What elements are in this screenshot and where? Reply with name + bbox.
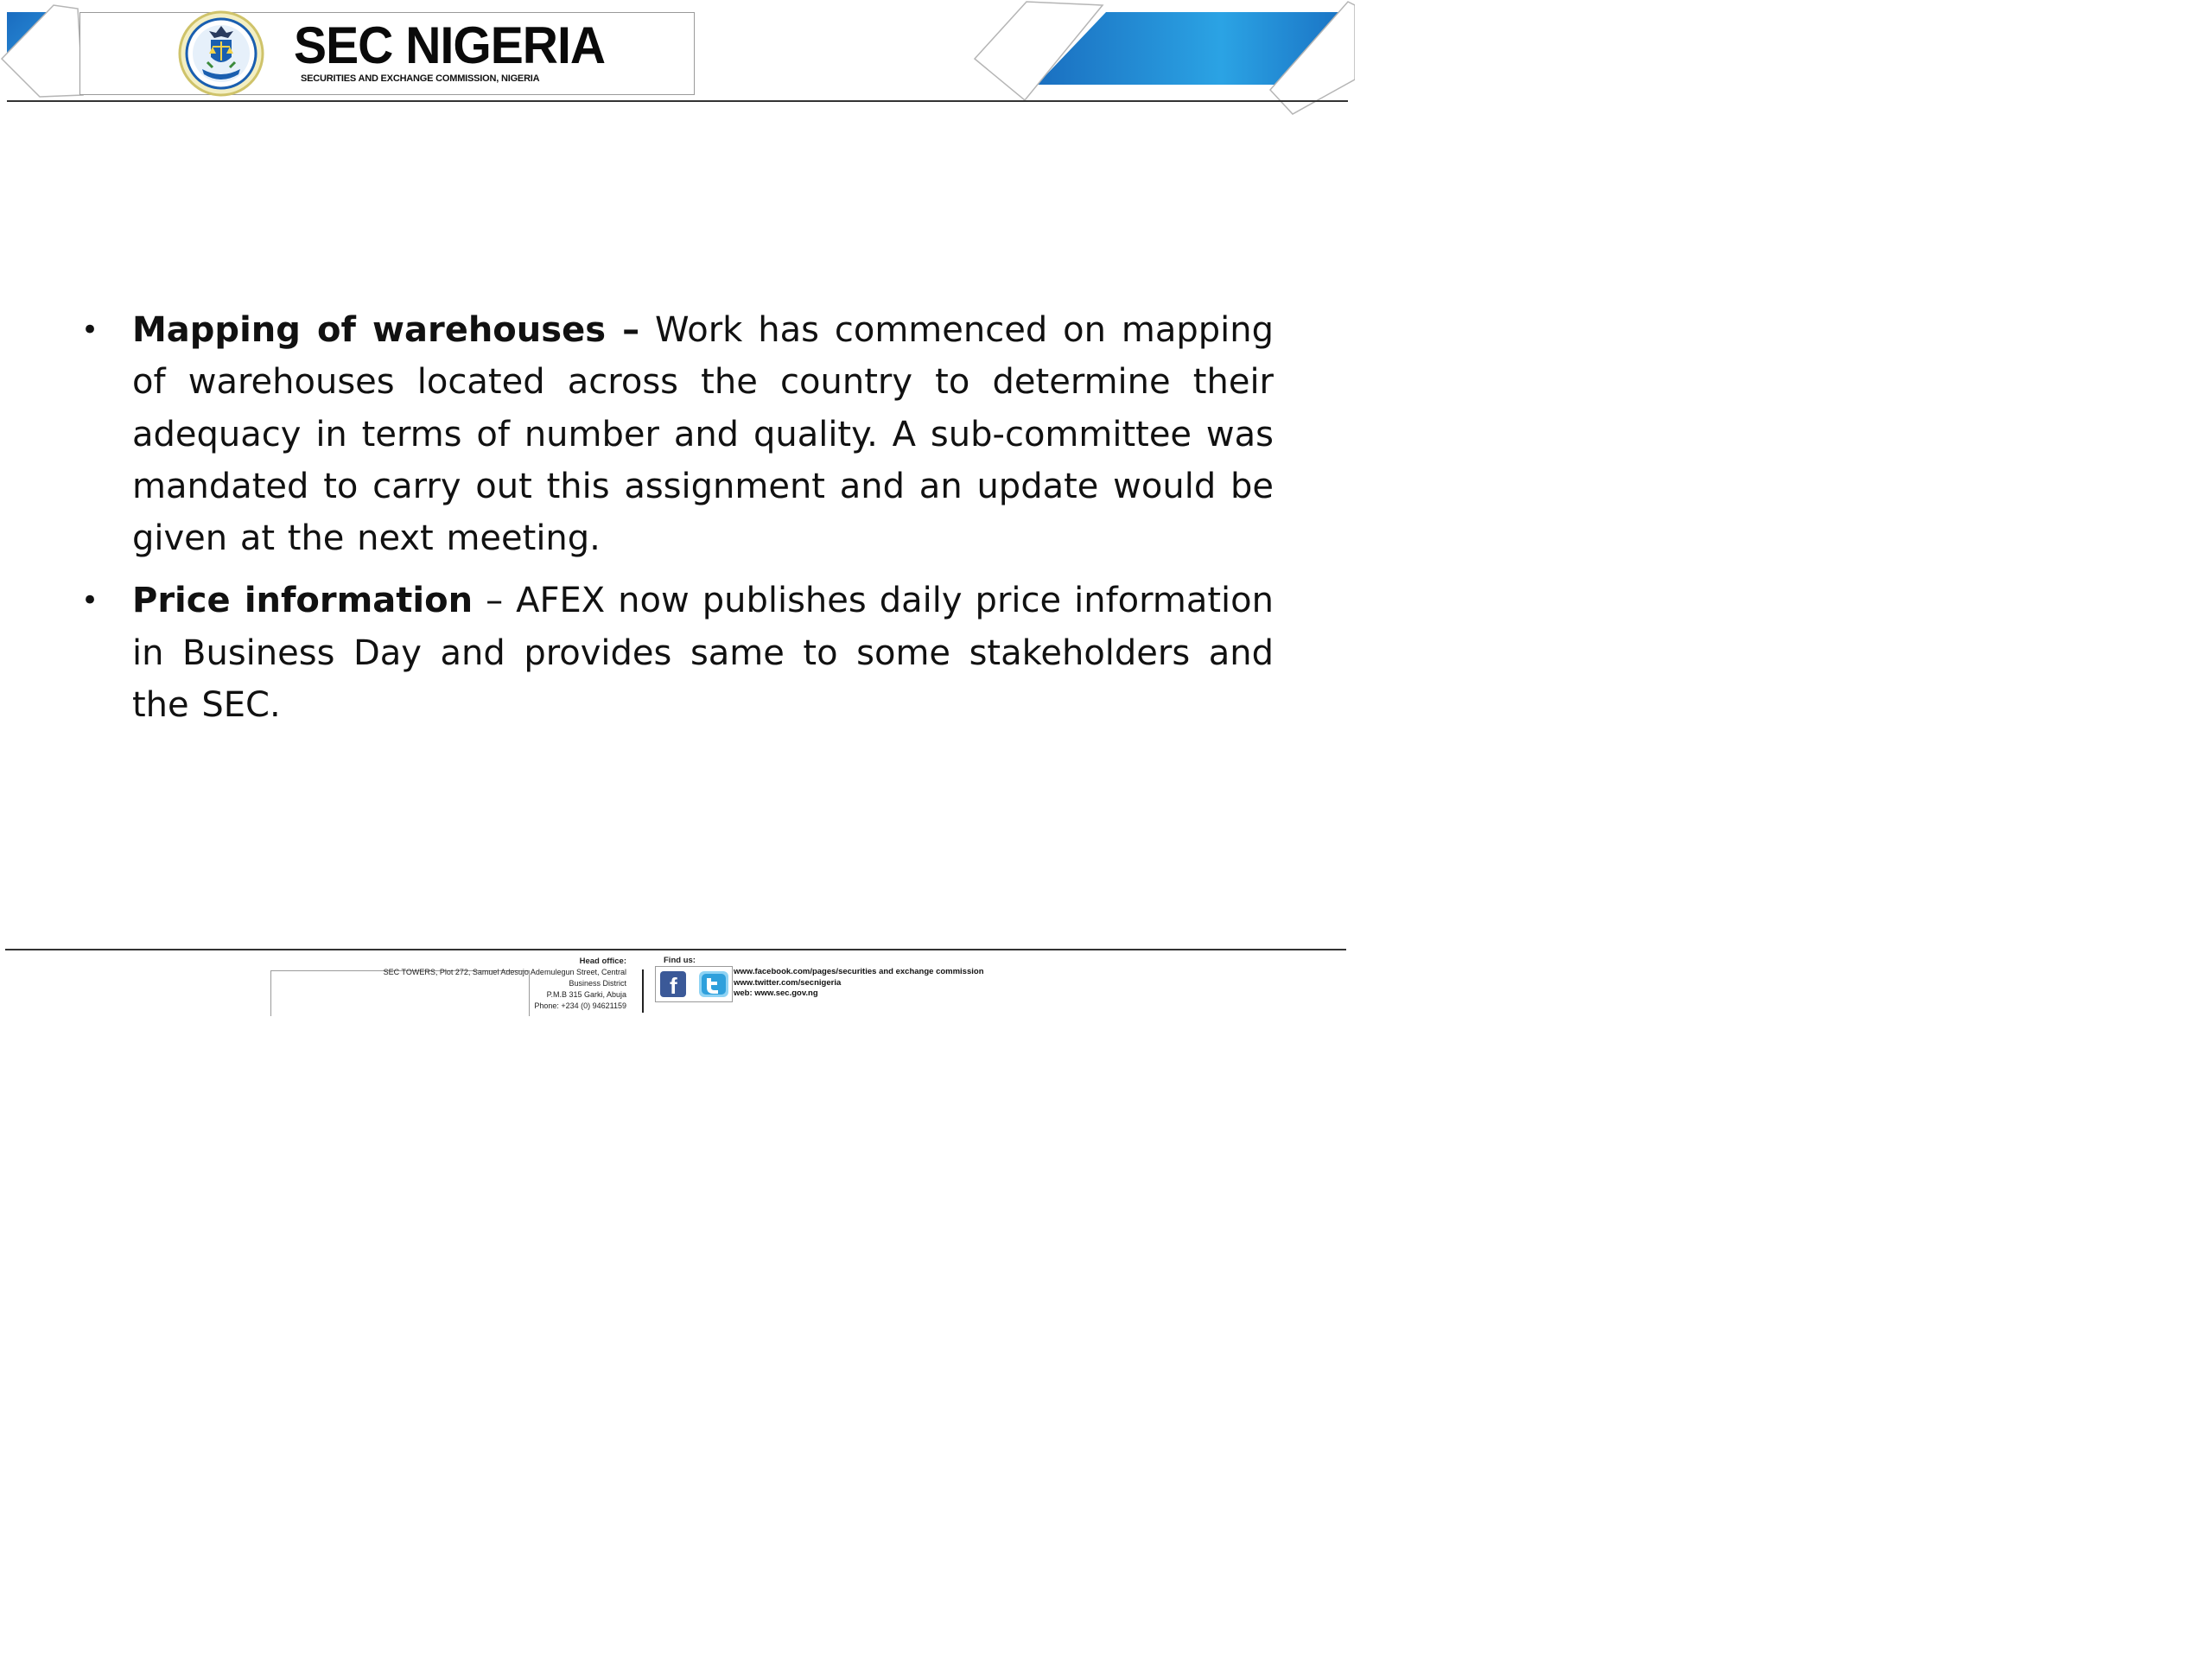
sec-seal-icon (178, 10, 264, 97)
twitter-link[interactable]: www.twitter.com/secnigeria (734, 977, 842, 988)
bullet-icon: • (81, 583, 99, 619)
header-rule (7, 100, 1348, 102)
bullet-text: – AFEX now publishes daily price information in Business Day and provides same to some stakeholders and the SEC. (132, 581, 1274, 726)
address-line: SEC TOWERS, Plot 272, Samuel Adesujo Ademulegun Street, Central (383, 968, 626, 976)
bullet-heading: Mapping of warehouses – (132, 310, 640, 350)
address-line: P.M.B 315 Garki, Abuja (546, 990, 626, 999)
bullet-icon: • (81, 313, 99, 347)
bullet-heading: Price information (132, 581, 474, 621)
brand-subtitle: SECURITIES AND EXCHANGE COMMISSION, NIGERIA (301, 73, 540, 84)
footer-rule (5, 949, 1346, 950)
website-link[interactable]: web: www.sec.gov.ng (734, 988, 818, 998)
slide-content (78, 304, 1274, 741)
find-us-label: Find us: (664, 956, 696, 965)
bullet-list (78, 304, 1274, 731)
bullet-item-mapping-of-warehouses (78, 304, 1274, 564)
twitter-icon[interactable] (698, 970, 729, 998)
header (0, 0, 1355, 117)
facebook-icon-letter: f (670, 973, 677, 998)
slide (0, 0, 1355, 1016)
address-line: Business District (569, 979, 626, 988)
facebook-icon[interactable] (659, 970, 687, 998)
footer-divider (642, 969, 644, 1013)
head-office-block (346, 956, 626, 1012)
bullet-item-price-information (78, 575, 1274, 731)
phone-number: Phone: +234 (0) 94621159 (534, 1001, 626, 1010)
head-office-title: Head office: (579, 957, 626, 966)
footer-links (734, 967, 1079, 1000)
bullet-text: Work has commenced on mapping of warehouses located across the country to determine their adequacy in terms of number and quality. A sub-committee was mandated to carry out this assignment and an update would be given at the next meeting. (132, 310, 1274, 559)
brand-title: SEC NIGERIA (294, 16, 606, 74)
facebook-link[interactable]: www.facebook.com/pages/securities and exchange commission (734, 967, 984, 976)
